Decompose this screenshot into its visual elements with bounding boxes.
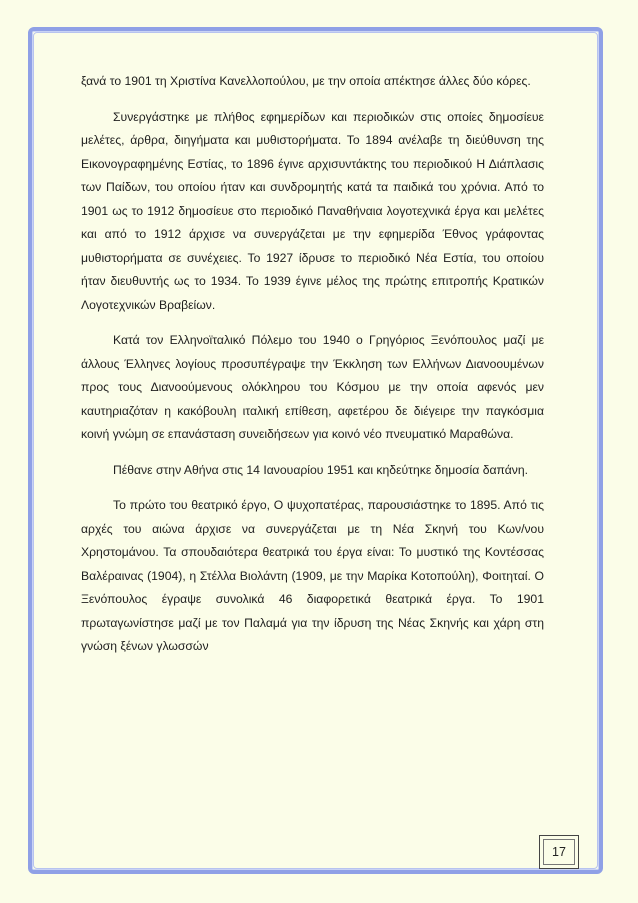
page-number-box [539,835,579,869]
page-number: 17 [552,845,566,859]
paragraph-2: Συνεργάστηκε με πλήθος εφημερίδων και περιοδικών στις οποίες δημοσίευε μελέτες, άρθρα, διηγήματα και μυθιστορήματα. Το 1894 ανέλαβε τη διεύθυνση της Εικονογραφημένης Εστίας, το 1896 έγινε αρχισυντάκτης του περιοδικού Η Διάπλασις των Παίδων, του οποίου ήταν και συνδρομητής κατά τα παιδικά του χρόνια. Από το 1901 ως το 1912 δημοσίευε στο περιοδικό Παναθήναια λογοτεχνικά έργα και μελέτες και από το 1912 άρχισε να συνεργάζεται με την εφημερίδα Έθνος γράφοντας μυθιστορήματα σε συνέχειες. Το 1927 ίδρυσε το περιοδικό Νέα Εστία, του οποίου ήταν διευθυντής ως το 1934. Το 1939 έγινε μέλος της πρώτης επιτροπής Κρατικών Λογοτεχνικών Βραβείων. [81,109,544,312]
paragraph-4: Πέθανε στην Αθήνα στις 14 Ιανουαρίου 1951 και κηδεύτηκε δημοσία δαπάνη. [113,462,529,477]
paragraph-1: ξανά το 1901 τη Χριστίνα Κανελλοπούλου, με την οποία απέκτησε άλλες δύο κόρες. [81,74,531,88]
paragraph-5: Το πρώτο του θεατρικό έργο, Ο ψυχοπατέρας, παρουσιάστηκε το 1895. Από τις αρχές του αιώνα άρχισε να συνεργάζεται με τη Νέα Σκηνή του Κων/νου Χρηστομάνου. Τα σπουδαιότερα θεατρικά του έργα είναι: Το μυστικό της Κοντέσσας Βαλέραινας (1904), η Στέλλα Βιολάντη (1909, με την Μαρίκα Κοτοπούλη), Φοιτηταί. Ο Ξενόπουλος έγραψε συνολικά 46 διαφορετικά θεατρικά έργα. Το 1901 πρωταγωνίστησε μαζί με τον Παλαμά για την ίδρυση της Νέας Σκηνής και χάρη στη γνώση ξένων γλωσσών [81,498,544,653]
paragraph-3: Κατά τον Ελληνοϊταλικό Πόλεμο του 1940 ο Γρηγόριος Ξενόπουλος μαζί με άλλους Έλληνες λογίους προσυπέγραψε την Έκκληση των Ελλήνων Διανοουμένων προς τους Διανοούμενους ολόκληρου του Κόσμου με την οποία αφενός μεν καυτηριαζόταν η κακόβουλη ιταλική επίθεση, αφετέρου δε διέγειρε την παγκόσμια κοινή γνώμη σε επανάσταση συνειδήσεων για κοινό νέο πνευματικό Μαραθώνα. [81,333,544,441]
body-text [81,70,544,671]
